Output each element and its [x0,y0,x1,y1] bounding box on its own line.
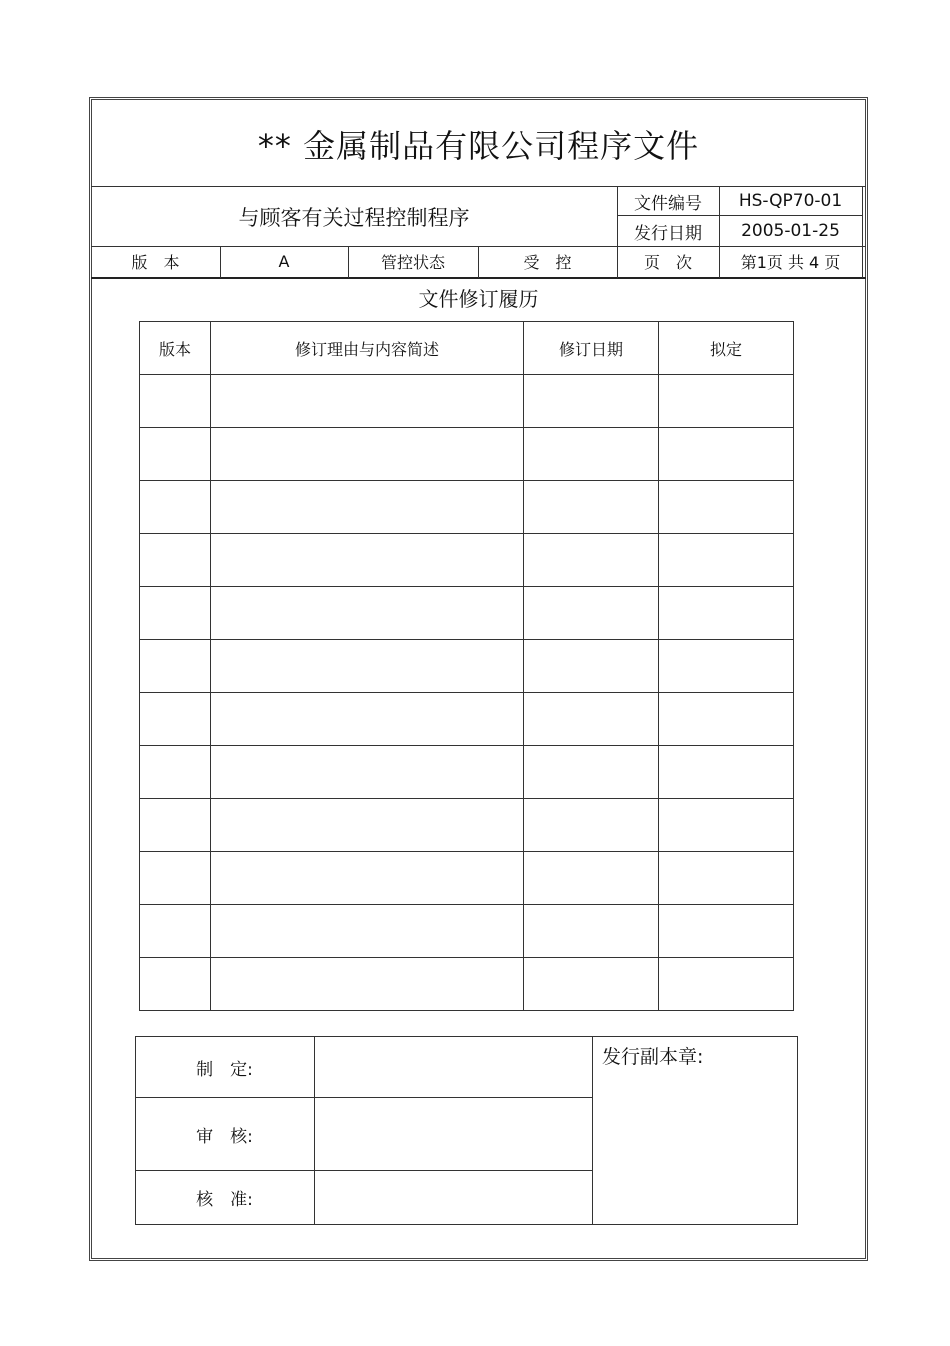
procedure-name: 与顾客有关过程控制程序 [238,206,470,230]
col-reason: 修订理由与内容简述 [211,322,524,375]
approved-by-label: 核 准: [196,1190,253,1210]
col-drafter: 拟定 [659,322,794,375]
table-cell [524,428,659,481]
issue-date-value: 2005-01-25 [741,221,840,241]
table-cell [140,905,211,958]
table-cell [140,693,211,746]
approved-by-field [315,1171,592,1224]
table-cell [211,799,524,852]
prepared-by-field [315,1037,592,1097]
table-row [140,640,794,693]
table-row [140,428,794,481]
table-cell [524,481,659,534]
table-cell [659,534,794,587]
table-row [140,587,794,640]
table-cell [659,428,794,481]
revision-table [139,321,794,1011]
table-cell [211,693,524,746]
table-cell [211,481,524,534]
table-cell [140,640,211,693]
revision-body [140,375,794,1011]
table-cell [524,852,659,905]
table-cell [659,693,794,746]
table-cell [659,375,794,428]
table-cell [140,534,211,587]
table-cell [140,587,211,640]
table-row [140,481,794,534]
table-cell [659,481,794,534]
revision-header-row [140,322,794,375]
table-cell [140,428,211,481]
table-cell [211,746,524,799]
table-cell [140,481,211,534]
col-version: 版本 [140,322,211,375]
table-cell [140,799,211,852]
doc-number-label: 文件编号 [634,193,702,214]
table-cell [524,958,659,1011]
approval-col-divider-2 [592,1036,593,1225]
version-label: 版 本 [131,253,180,272]
table-cell [211,428,524,481]
doc-number-value: HS-QP70-01 [738,191,843,211]
table-cell [524,746,659,799]
table-row [140,534,794,587]
reviewed-by-field [315,1098,592,1170]
table-cell [211,852,524,905]
table-cell [659,746,794,799]
table-cell [524,905,659,958]
table-cell [140,746,211,799]
table-cell [524,799,659,852]
page-info: 第1页 共 4 页 [740,253,841,272]
table-cell [659,958,794,1011]
table-cell [140,852,211,905]
table-cell [659,852,794,905]
prepared-by-label: 制 定: [196,1059,253,1080]
table-cell [659,587,794,640]
table-cell [140,958,211,1011]
control-status-value: 受 控 [523,253,572,272]
version-value: A [278,252,290,271]
col-date: 修订日期 [524,322,659,375]
table-cell [211,905,524,958]
table-row [140,799,794,852]
reviewed-by-label: 审 核: [196,1126,253,1147]
issue-date-label: 发行日期 [634,223,702,244]
table-cell [524,375,659,428]
table-cell [211,958,524,1011]
table-cell [524,640,659,693]
table-row [140,746,794,799]
company-doc-title: ** 金属制品有限公司程序文件 [257,127,700,165]
table-cell [524,693,659,746]
table-row [140,693,794,746]
table-cell [524,534,659,587]
table-cell [211,534,524,587]
table-cell [140,375,211,428]
table-cell [211,375,524,428]
table-cell [659,799,794,852]
table-cell [524,587,659,640]
table-cell [211,640,524,693]
table-row [140,852,794,905]
issue-copy-stamp-label: 发行副本章: [602,1046,704,1068]
header-right-edge [862,186,863,278]
table-row [140,905,794,958]
page-label: 页 次 [643,253,692,272]
table-cell [659,640,794,693]
table-cell [211,587,524,640]
control-status-label: 管控状态 [380,253,445,272]
table-cell [659,905,794,958]
table-row [140,375,794,428]
revision-history-title: 文件修订履历 [418,286,539,311]
table-row [140,958,794,1011]
